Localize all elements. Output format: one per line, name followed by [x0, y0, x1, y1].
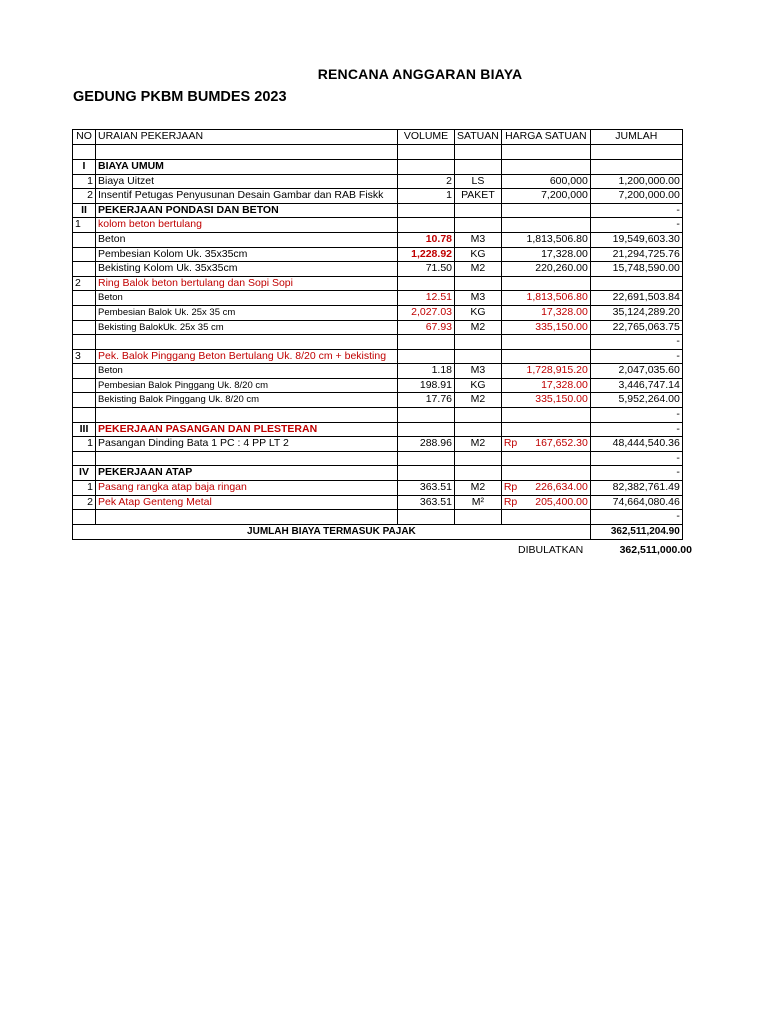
row-volume	[398, 451, 455, 466]
table-row	[73, 174, 683, 189]
table-row	[73, 466, 683, 481]
document-title: RENCANA ANGGARAN BIAYA	[317, 66, 523, 82]
row-satuan	[455, 408, 502, 423]
row-uraian	[96, 451, 398, 466]
row-volume: 198.91	[398, 378, 455, 393]
row-uraian	[96, 408, 398, 423]
row-uraian	[96, 510, 398, 525]
row-satuan: M2	[455, 437, 502, 452]
row-satuan: M²	[455, 495, 502, 510]
row-uraian: BIAYA UMUM	[96, 159, 398, 174]
row-uraian: Bekisting Balok Pinggang Uk. 8/20 cm	[96, 393, 398, 408]
row-no: 1	[73, 174, 96, 189]
row-jumlah: 22,765,063.75	[590, 320, 682, 335]
row-jumlah: -	[590, 510, 682, 525]
row-volume	[398, 510, 455, 525]
row-harga-satuan	[501, 159, 590, 174]
row-volume	[398, 159, 455, 174]
row-jumlah: -	[590, 408, 682, 423]
row-jumlah	[590, 276, 682, 291]
row-no: II	[73, 203, 96, 218]
row-harga-satuan: 335,150.00	[501, 320, 590, 335]
row-no	[73, 232, 96, 247]
row-no: 3	[73, 349, 96, 364]
row-satuan: M3	[455, 232, 502, 247]
row-harga-satuan	[501, 218, 590, 233]
table-row	[73, 481, 683, 496]
row-satuan	[455, 466, 502, 481]
row-no	[73, 262, 96, 277]
row-no	[73, 320, 96, 335]
row-jumlah: -	[590, 349, 682, 364]
row-uraian: Bekisting Kolom Uk. 35x35cm	[96, 262, 398, 277]
row-harga-satuan: 335,150.00	[501, 393, 590, 408]
row-no	[73, 144, 96, 159]
table-row	[73, 203, 683, 218]
row-jumlah: -	[590, 335, 682, 350]
row-jumlah: -	[590, 422, 682, 437]
row-satuan: LS	[455, 174, 502, 189]
row-volume: 288.96	[398, 437, 455, 452]
row-harga-satuan	[501, 408, 590, 423]
row-satuan: M2	[455, 262, 502, 277]
row-volume	[398, 203, 455, 218]
total-value: 362,511,204.90	[590, 524, 682, 539]
row-harga-satuan	[501, 422, 590, 437]
row-satuan	[455, 335, 502, 350]
table-row	[73, 378, 683, 393]
row-harga-satuan: 17,328.00	[501, 247, 590, 262]
row-uraian	[96, 335, 398, 350]
row-uraian	[96, 144, 398, 159]
row-uraian: PEKERJAAN ATAP	[96, 466, 398, 481]
table-header-row	[73, 130, 683, 145]
header-satuan: SATUAN	[455, 130, 502, 145]
row-harga-satuan: 600,000	[501, 174, 590, 189]
table-row	[73, 232, 683, 247]
row-jumlah: 15,748,590.00	[590, 262, 682, 277]
row-jumlah: 21,294,725.76	[590, 247, 682, 262]
row-uraian: Beton	[96, 291, 398, 306]
row-no: 2	[73, 276, 96, 291]
table-row	[73, 335, 683, 350]
table-row	[73, 262, 683, 277]
row-no: IV	[73, 466, 96, 481]
row-satuan: PAKET	[455, 189, 502, 204]
row-jumlah: 3,446,747.14	[590, 378, 682, 393]
row-volume	[398, 276, 455, 291]
row-volume: 12.51	[398, 291, 455, 306]
row-jumlah: 35,124,289.20	[590, 305, 682, 320]
budget-table	[72, 129, 683, 540]
row-jumlah	[590, 159, 682, 174]
row-jumlah: 19,549,603.30	[590, 232, 682, 247]
row-uraian: Beton	[96, 364, 398, 379]
row-harga-satuan	[501, 481, 590, 496]
row-uraian: kolom beton bertulang	[96, 218, 398, 233]
header-jumlah: JUMLAH	[590, 130, 682, 145]
row-uraian: Pasang rangka atap baja ringan	[96, 481, 398, 496]
row-harga-satuan	[501, 203, 590, 218]
table-row	[73, 291, 683, 306]
row-satuan	[455, 218, 502, 233]
row-harga-satuan: 7,200,000	[501, 189, 590, 204]
row-jumlah: -	[590, 203, 682, 218]
row-satuan	[455, 349, 502, 364]
header-no: NO	[73, 130, 96, 145]
row-uraian: Pembesian Balok Pinggang Uk. 8/20 cm	[96, 378, 398, 393]
row-volume: 363.51	[398, 495, 455, 510]
row-volume: 2	[398, 174, 455, 189]
row-no: III	[73, 422, 96, 437]
row-no	[73, 378, 96, 393]
harga-value: 167,652.30	[535, 437, 588, 450]
row-uraian: Pasangan Dinding Bata 1 PC : 4 PP LT 2	[96, 437, 398, 452]
row-satuan: M3	[455, 364, 502, 379]
row-harga-satuan	[501, 451, 590, 466]
row-no	[73, 247, 96, 262]
row-volume: 1.18	[398, 364, 455, 379]
row-uraian: PEKERJAAN PONDASI DAN BETON	[96, 203, 398, 218]
header-uraian: URAIAN PEKERJAAN	[96, 130, 398, 145]
row-volume	[398, 349, 455, 364]
row-satuan	[455, 159, 502, 174]
currency-prefix: Rp	[503, 437, 518, 450]
row-uraian: Pembesian Kolom Uk. 35x35cm	[96, 247, 398, 262]
row-satuan	[455, 276, 502, 291]
row-satuan	[455, 422, 502, 437]
row-harga-satuan: 1,728,915.20	[501, 364, 590, 379]
row-no	[73, 364, 96, 379]
row-harga-satuan: 17,328.00	[501, 378, 590, 393]
total-label: JUMLAH BIAYA TERMASUK PAJAK	[73, 524, 591, 539]
table-row	[73, 247, 683, 262]
row-no	[73, 335, 96, 350]
row-jumlah: 1,200,000.00	[590, 174, 682, 189]
row-volume	[398, 408, 455, 423]
row-harga-satuan	[501, 349, 590, 364]
row-jumlah: 7,200,000.00	[590, 189, 682, 204]
row-uraian: Beton	[96, 232, 398, 247]
table-row	[73, 349, 683, 364]
table-row	[73, 408, 683, 423]
row-volume: 67.93	[398, 320, 455, 335]
row-no: 1	[73, 481, 96, 496]
table-row	[73, 144, 683, 159]
table-row	[73, 159, 683, 174]
row-harga-satuan: 220,260.00	[501, 262, 590, 277]
row-jumlah: 48,444,540.36	[590, 437, 682, 452]
table-row	[73, 276, 683, 291]
currency-prefix: Rp	[503, 495, 518, 508]
row-satuan	[455, 451, 502, 466]
header-harga-satuan: HARGA SATUAN	[501, 130, 590, 145]
header-volume: VOLUME	[398, 130, 455, 145]
row-volume	[398, 466, 455, 481]
total-row	[73, 524, 683, 539]
row-volume	[398, 218, 455, 233]
row-harga-satuan	[501, 276, 590, 291]
row-satuan: KG	[455, 247, 502, 262]
row-jumlah: -	[590, 466, 682, 481]
row-uraian: Pembesian Balok Uk. 25x 35 cm	[96, 305, 398, 320]
row-uraian: Pek. Balok Pinggang Beton Bertulang Uk. 8/20 cm + bekisting	[96, 349, 398, 364]
row-satuan	[455, 144, 502, 159]
row-harga-satuan	[501, 144, 590, 159]
row-satuan: M2	[455, 481, 502, 496]
row-harga-satuan: 1,813,506.80	[501, 291, 590, 306]
table-row	[73, 393, 683, 408]
table-row	[73, 218, 683, 233]
row-volume	[398, 144, 455, 159]
row-harga-satuan	[501, 495, 590, 510]
table-row	[73, 437, 683, 452]
table-row	[73, 510, 683, 525]
row-volume: 10.78	[398, 232, 455, 247]
row-uraian: Biaya Uitzet	[96, 174, 398, 189]
row-volume: 2,027.03	[398, 305, 455, 320]
row-uraian: Pek Atap Genteng Metal	[96, 495, 398, 510]
row-harga-satuan: 1,813,506.80	[501, 232, 590, 247]
row-no	[73, 510, 96, 525]
row-no	[73, 305, 96, 320]
row-harga-satuan	[501, 510, 590, 525]
rounded-label: DIBULATKAN	[518, 544, 584, 556]
row-jumlah: 2,047,035.60	[590, 364, 682, 379]
row-volume: 71.50	[398, 262, 455, 277]
row-no: 1	[73, 218, 96, 233]
row-volume	[398, 335, 455, 350]
row-harga-satuan	[501, 437, 590, 452]
table-row	[73, 320, 683, 335]
table-body	[73, 144, 683, 524]
row-volume: 363.51	[398, 481, 455, 496]
row-jumlah	[590, 144, 682, 159]
row-satuan: KG	[455, 378, 502, 393]
row-harga-satuan: 17,328.00	[501, 305, 590, 320]
row-harga-satuan	[501, 335, 590, 350]
row-no	[73, 393, 96, 408]
row-no: 1	[73, 437, 96, 452]
row-volume: 1	[398, 189, 455, 204]
table-row	[73, 364, 683, 379]
row-no	[73, 291, 96, 306]
row-no	[73, 451, 96, 466]
row-satuan: M3	[455, 291, 502, 306]
row-harga-satuan	[501, 466, 590, 481]
row-no: 2	[73, 189, 96, 204]
currency-prefix: Rp	[503, 481, 518, 494]
row-no	[73, 408, 96, 423]
row-uraian: Bekisting BalokUk. 25x 35 cm	[96, 320, 398, 335]
row-jumlah: -	[590, 451, 682, 466]
row-satuan: M2	[455, 393, 502, 408]
table-row	[73, 495, 683, 510]
row-uraian: PEKERJAAN PASANGAN DAN PLESTERAN	[96, 422, 398, 437]
row-uraian: Insentif Petugas Penyusunan Desain Gambar dan RAB Fiskk	[96, 189, 398, 204]
row-satuan: KG	[455, 305, 502, 320]
row-jumlah: -	[590, 218, 682, 233]
harga-value: 205,400.00	[535, 495, 588, 508]
row-satuan	[455, 510, 502, 525]
row-volume: 1,228.92	[398, 247, 455, 262]
row-jumlah: 22,691,503.84	[590, 291, 682, 306]
table-row	[73, 422, 683, 437]
row-no: I	[73, 159, 96, 174]
document-subtitle: GEDUNG PKBM BUMDES 2023	[73, 89, 287, 105]
table-row	[73, 189, 683, 204]
row-jumlah: 5,952,264.00	[590, 393, 682, 408]
harga-value: 226,634.00	[535, 481, 588, 494]
row-volume: 17.76	[398, 393, 455, 408]
rounded-value: 362,511,000.00	[619, 544, 692, 556]
row-satuan	[455, 203, 502, 218]
row-no: 2	[73, 495, 96, 510]
table-row	[73, 451, 683, 466]
row-uraian: Ring Balok beton bertulang dan Sopi Sopi	[96, 276, 398, 291]
row-jumlah: 82,382,761.49	[590, 481, 682, 496]
row-satuan: M2	[455, 320, 502, 335]
row-jumlah: 74,664,080.46	[590, 495, 682, 510]
row-volume	[398, 422, 455, 437]
table-row	[73, 305, 683, 320]
